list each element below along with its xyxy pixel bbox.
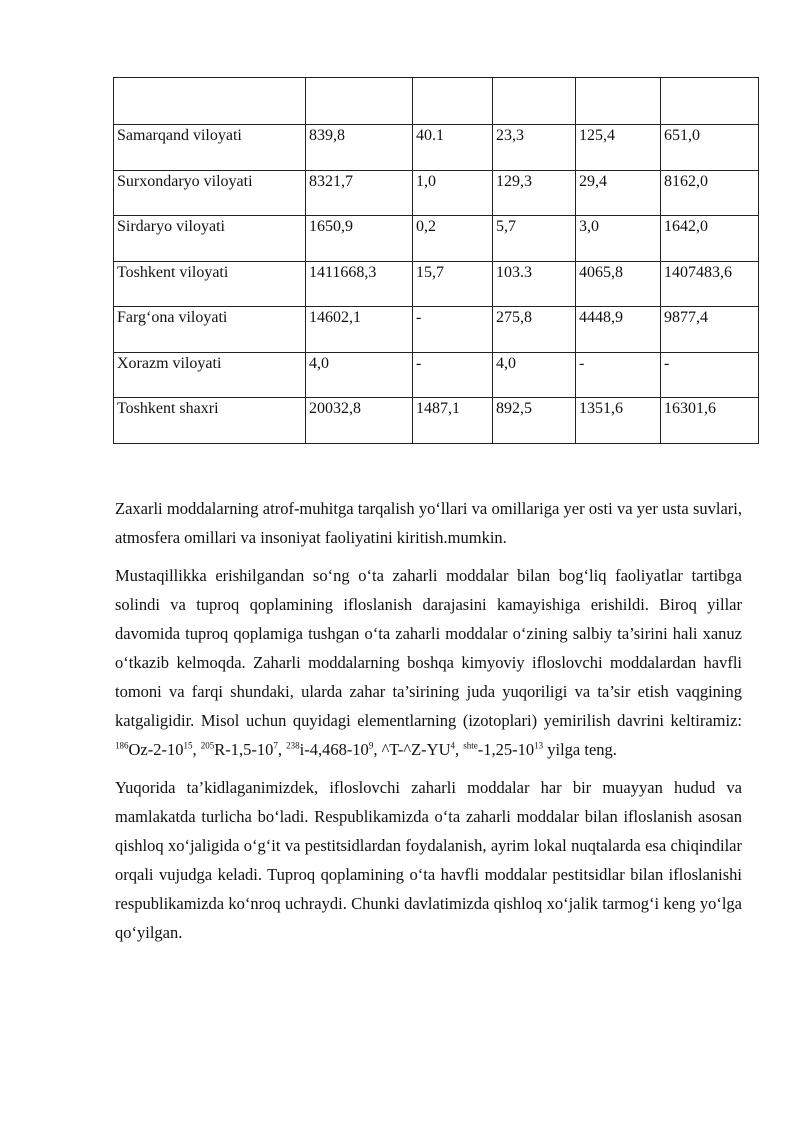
table-row	[114, 307, 759, 353]
value-cell: 1411668,3	[306, 261, 413, 307]
table-header-cell	[413, 78, 493, 125]
table-row	[114, 398, 759, 444]
table-header-cell	[661, 78, 759, 125]
region-cell: Toshkent viloyati	[114, 261, 306, 307]
value-cell: 40.1	[413, 125, 493, 171]
value-cell: 1642,0	[661, 216, 759, 262]
value-cell: 14602,1	[306, 307, 413, 353]
value-cell: -	[661, 352, 759, 398]
value-cell: 1487,1	[413, 398, 493, 444]
value-cell: 129,3	[493, 170, 576, 216]
paragraph-regional-pollution: Yuqorida ta’kidlaganimizdek, ifloslovchi zaharli moddalar har bir muayyan hudud va mamlakatda turlicha bo‘ladi. Respublikamizda o‘ta zaharli moddalar bilan ifloslanish asosan qishloq xo‘jaligida o‘g‘it va pestitsidlardan foydalanish, ayrim lokal nuqtalarda esa chiqindilar orqali vujudga keladi. Tuproq qoplamining o‘ta havfli moddalar pestitsidlar bilan ifloslanishi respublikamizda ko‘nroq uchraydi. Chunki davlatimizda qishloq xo‘jalik tarmog‘i keng yo‘lga qo‘yilgan.	[115, 778, 742, 942]
paragraph-pollution-routes: Zaxarli moddalarning atrof-muhitga tarqalish yo‘llari va omillariga yer osti va yer usta suvlari, atmosfera omillari va insoniyat faoliyatini kiritish.mumkin.	[115, 499, 742, 547]
value-cell: 4065,8	[576, 261, 661, 307]
table-header-cell	[114, 78, 306, 125]
value-cell: 125,4	[576, 125, 661, 171]
value-cell: 1650,9	[306, 216, 413, 262]
paragraph-independence-effects: Mustaqillikka erishilgandan so‘ng o‘ta zaharli moddalar bilan bog‘liq faoliyatlar tartibga solindi va tuproq qoplamining ifloslanish darajasini kamayishiga erishildi. Biroq yillar davomida tuproq qoplamiga tushgan o‘ta zaharli moddalar o‘zining salbiy ta’sirini hali xanuz o‘tkazib kelmoqda. Zaharli moddalarning boshqa kimyoviy ifloslovchi moddalardan havfli tomoni va farqi shundaki, ularda zahar ta’sirining juda yuqoriligi va ta’sir etish vaqgining katgaligidir. Misol uchun quyidagi elementlarning (izotoplari) yemirilish davrini keltiramiz: $^{186}Oz-2-10^{15}$, $^{205}R-1,5-10^7$, $^{238}i-4,468-10^9$, $\^{}T-\^{}Z-YU^4$, $^{shte}-1,25-10^{13}$ yilga teng.	[115, 566, 742, 759]
value-cell: 103.3	[493, 261, 576, 307]
value-cell: 29,4	[576, 170, 661, 216]
table-row	[114, 125, 759, 171]
value-cell: 892,5	[493, 398, 576, 444]
value-cell: 3,0	[576, 216, 661, 262]
value-cell: 15,7	[413, 261, 493, 307]
region-cell: Surxondaryo viloyati	[114, 170, 306, 216]
value-cell: 4,0	[306, 352, 413, 398]
value-cell: 0,2	[413, 216, 493, 262]
value-cell: 1351,6	[576, 398, 661, 444]
value-cell: -	[413, 352, 493, 398]
table-row	[114, 216, 759, 262]
value-cell: 4,0	[493, 352, 576, 398]
table-header-cell	[493, 78, 576, 125]
value-cell: 23,3	[493, 125, 576, 171]
value-cell: 1407483,6	[661, 261, 759, 307]
table-row	[114, 261, 759, 307]
table-row	[114, 170, 759, 216]
region-cell: Xorazm viloyati	[114, 352, 306, 398]
table-header-cell	[306, 78, 413, 125]
value-cell: 8162,0	[661, 170, 759, 216]
value-cell: 839,8	[306, 125, 413, 171]
table-header-cell	[576, 78, 661, 125]
value-cell: -	[413, 307, 493, 353]
value-cell: 16301,6	[661, 398, 759, 444]
value-cell: 20032,8	[306, 398, 413, 444]
region-cell: Toshkent shaxri	[114, 398, 306, 444]
data-table	[113, 77, 759, 444]
value-cell: 8321,7	[306, 170, 413, 216]
region-cell: Sirdaryo viloyati	[114, 216, 306, 262]
table-row	[114, 352, 759, 398]
value-cell: 275,8	[493, 307, 576, 353]
region-cell: Samarqand viloyati	[114, 125, 306, 171]
value-cell: 1,0	[413, 170, 493, 216]
table-header-row	[114, 78, 759, 125]
value-cell: 5,7	[493, 216, 576, 262]
value-cell: -	[576, 352, 661, 398]
region-cell: Farg‘ona viloyati	[114, 307, 306, 353]
body-text	[115, 494, 742, 956]
value-cell: 9877,4	[661, 307, 759, 353]
value-cell: 651,0	[661, 125, 759, 171]
value-cell: 4448,9	[576, 307, 661, 353]
